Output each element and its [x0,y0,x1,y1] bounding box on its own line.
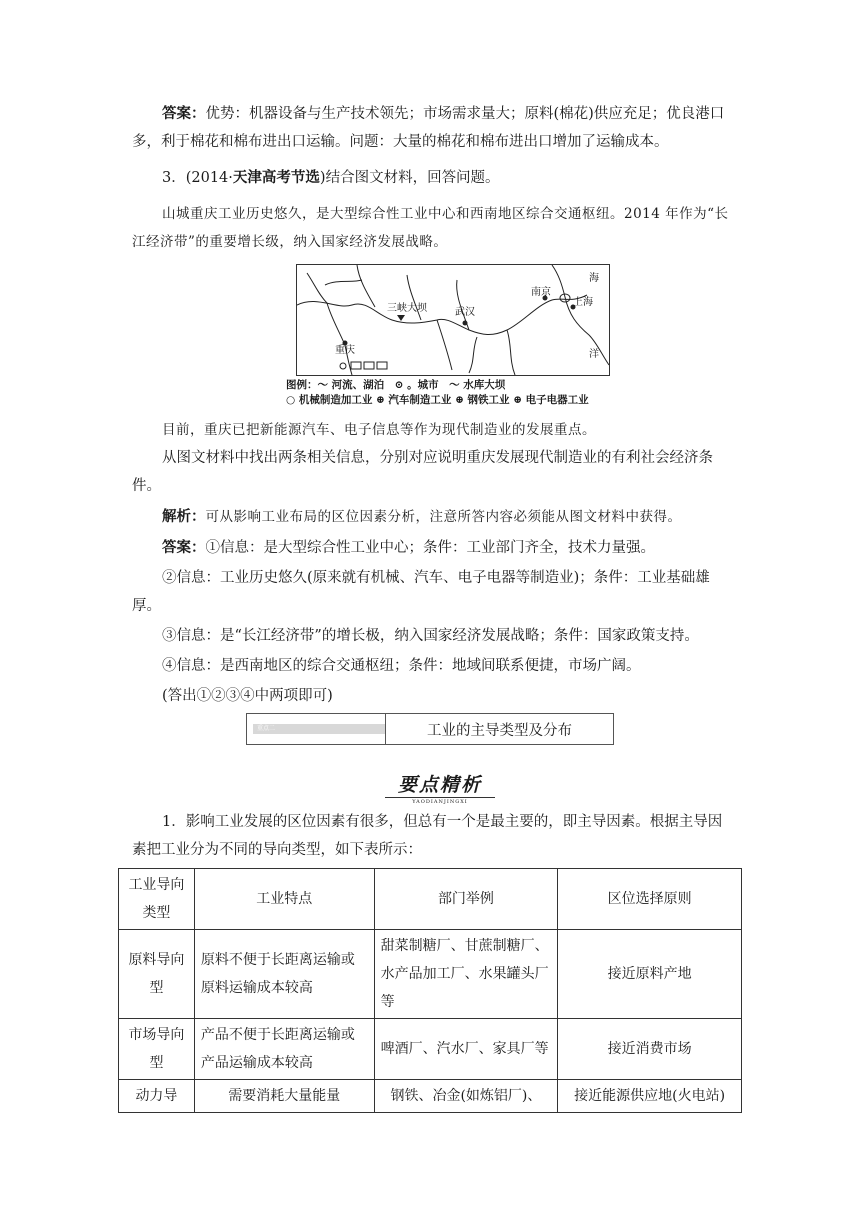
key-points-heading [380,770,500,806]
river-branch [325,280,362,285]
table-cell: 原料导向型 [119,930,195,1019]
table-cell: 钢铁、冶金(如炼铝厂)、 [374,1080,558,1113]
section-tag-area [247,714,386,744]
analysis-text: 可从影响工业布局的区位因素分析，注意所答内容必须能从图文材料中获得。 [205,509,682,525]
dam-icon [397,315,405,321]
table-row [119,1080,742,1113]
map-label-wuhan: 武汉 [455,307,475,318]
map-drawing [297,265,609,375]
wuhan-city-dot [463,321,468,326]
answer-2-item-1 [132,534,732,562]
answer-text: 优势：机器设备与生产技术领先；市场需求量大；原料(棉花)供应充足；优良港口多，利于棉花和棉布进出口运输。问题：大量的棉花和棉布进出口增加了运输成本。 [132,106,725,150]
answer-label: 答案： [162,539,206,556]
river-branch [469,337,477,373]
heading-pinyin: YAODIANJINGXI [385,797,495,806]
table-cell: 接近原料产地 [558,930,742,1019]
question-3-header [132,164,732,192]
steel-icon [364,362,374,369]
electronics-icon [377,362,387,369]
analysis-paragraph [132,503,732,531]
question-prefix: 3．(2014· [162,170,233,186]
table-cell: 接近消费市场 [558,1019,742,1080]
table-cell: 啤酒厂、汽水厂、家具厂等 [374,1019,558,1080]
table-cell: 产品不便于长距离运输或产品运输成本较高 [194,1019,374,1080]
table-header-cell: 工业特点 [194,869,374,930]
table-cell: 接近能源供应地(火电站) [558,1080,742,1113]
river-branch [437,320,452,370]
table-cell: 需要消耗大量能量 [194,1080,374,1113]
map-label-nanjing: 南京 [531,287,551,298]
map-label-sanxia: 三峡大坝 [387,303,427,314]
machinery-icon [340,363,346,369]
table-header-cell: 区位选择原则 [558,869,742,930]
table-cell: 动力导 [119,1080,195,1113]
question-suffix: )结合图文材料，回答问题。 [319,170,500,186]
table-row [119,1019,742,1080]
section-title: 工业的主导类型及分布 [427,722,572,739]
table-header-cell: 工业导向类型 [119,869,195,930]
map-legend-line-2: ○ 机械制造加工业 ⊕ 汽车制造工业 ⊕ 钢铁工业 ⊕ 电子电器工业 [286,394,589,406]
table-cell: 甜菜制糖厂、甘蔗制糖厂、水产品加工厂、水果罐头厂等 [374,930,558,1019]
table-row [119,930,742,1019]
table-cell: 原料不便于长距离运输或原料运输成本较高 [194,930,374,1019]
map-legend-line-1: 图例：～ 河流、湖泊 ⊙ 。城市 ～ 水库大坝 [286,379,506,391]
industry-orientation-table [118,868,742,1113]
map-label-ocean: 洋 [589,349,599,360]
answer-item: ①信息：是大型综合性工业中心；条件：工业部门齐全，技术力量强。 [205,540,655,556]
intro-paragraph: 1．影响工业发展的区位因素有很多，但总有一个是最主要的，即主导因素。根据主导因素把工业分为不同的导向类型，如下表所示： [132,814,723,858]
river-branch [357,265,375,307]
map-label-sea: 海 [589,273,599,284]
answer-label: 答案： [162,105,206,122]
map-label-chongqing: 重庆 [335,345,355,356]
material-paragraph: 山城重庆工业历史悠久，是大型综合性工业中心和西南地区综合交通枢纽。2014 年作为“长江经济带”的重要增长级，纳入国家经济发展战略。 [132,206,729,250]
river-branch [307,273,352,375]
heading-title: 要点精析 [397,774,482,796]
material-paragraph-2: 目前，重庆已把新能源汽车、电子信息等作为现代制造业的发展重点。 [162,422,596,438]
table-cell: 市场导向型 [119,1019,195,1080]
table-header-row [119,869,742,930]
table-header-cell: 部门举例 [374,869,558,930]
question-source: 天津高考节选 [232,169,320,186]
river-branch [507,330,515,375]
section-tag: 重点二 [253,724,385,734]
yangtze-river [297,295,587,335]
answer-2-item-4: ④信息：是西南地区的综合交通枢纽；条件：地域间联系便捷，市场广阔。 [162,658,641,674]
answer-1-paragraph [132,100,732,156]
automobile-icon [351,362,361,369]
answer-2-item-2: ②信息：工业历史悠久(原来就有机械、汽车、电子电器等制造业)；条件：工业基础雄厚。 [132,570,710,614]
coastline [552,265,609,365]
question-text: 从图文材料中找出两条相关信息，分别对应说明重庆发展现代制造业的有利社会经济条件。 [132,450,713,494]
answer-2-note: (答出①②③④中两项即可) [162,688,333,704]
section-header [246,713,614,745]
map-label-shanghai: 上海 [573,297,593,308]
analysis-label: 解析： [162,508,206,525]
yangtze-map [296,264,610,376]
answer-2-item-3: ③信息：是“长江经济带”的增长极，纳入国家经济发展战略；条件：国家政策支持。 [162,628,699,644]
